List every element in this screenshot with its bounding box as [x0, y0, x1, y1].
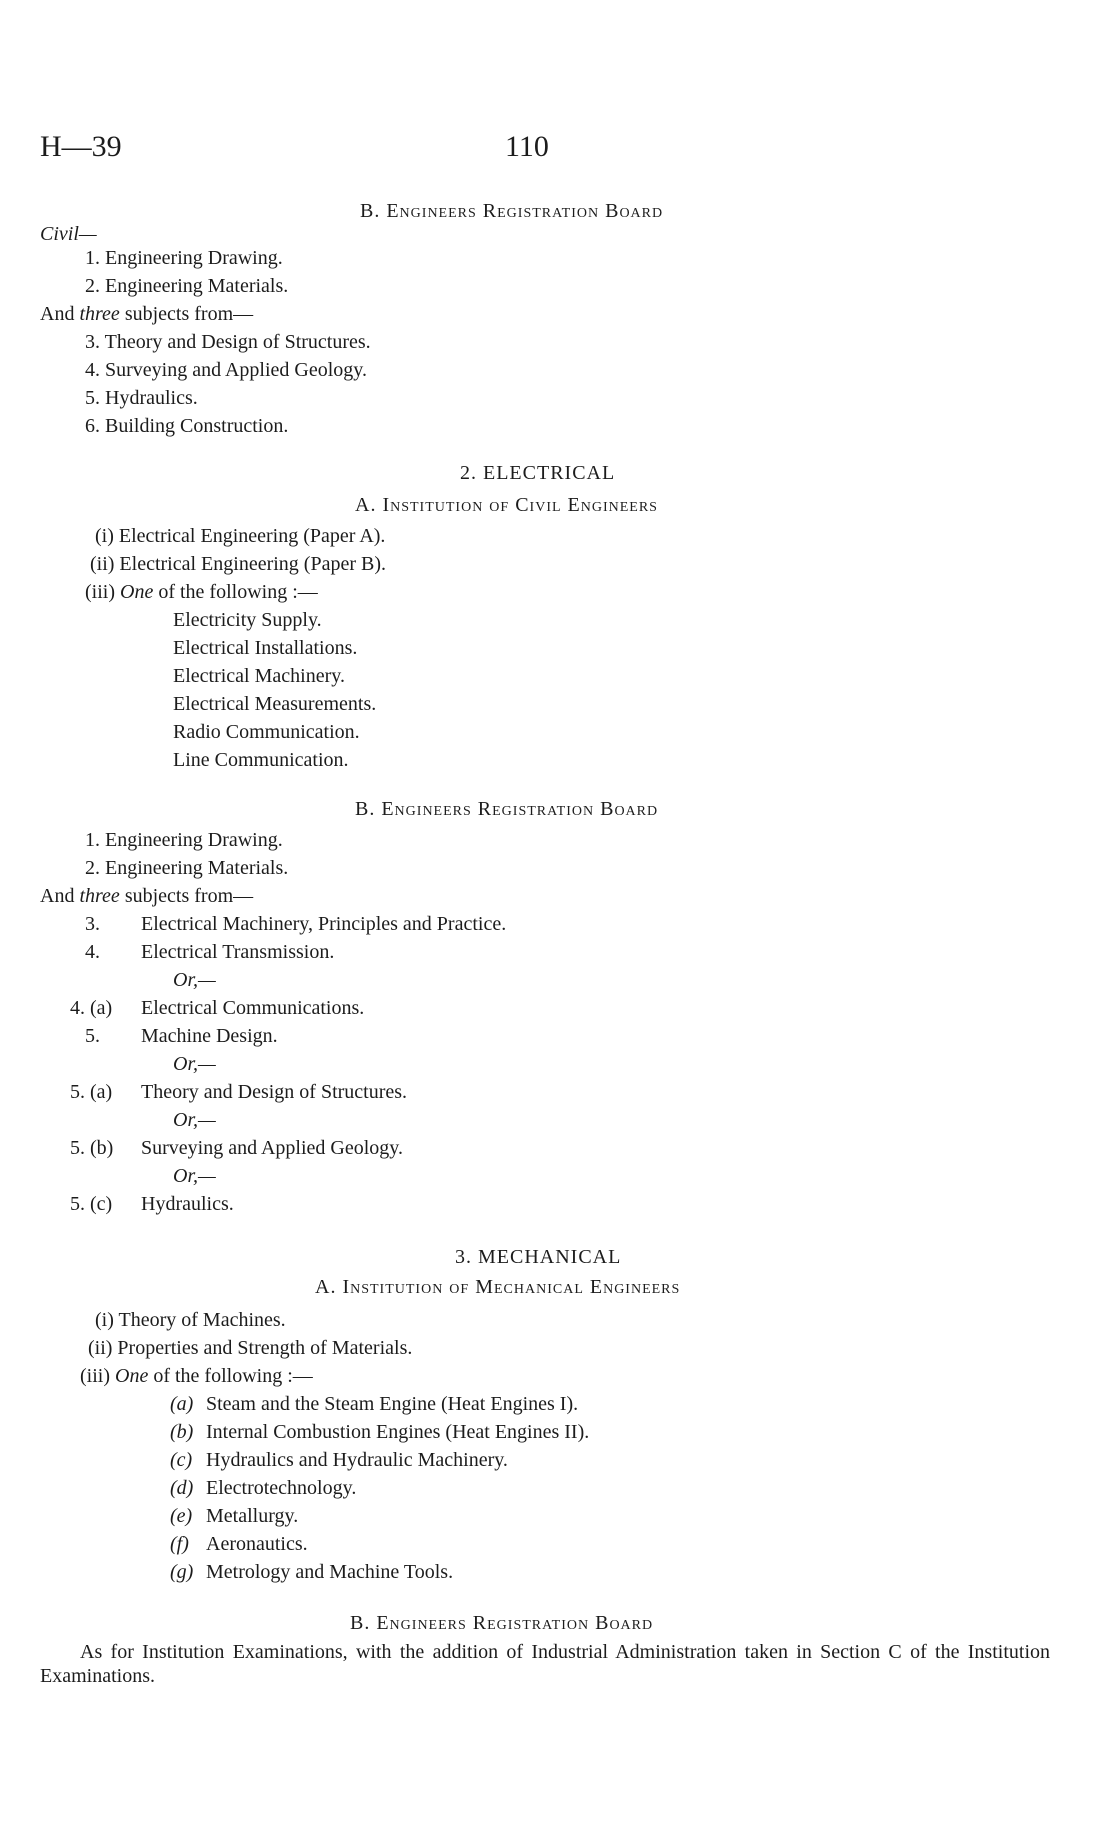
electrical-option: Line Communication. — [173, 749, 349, 771]
mechanical-a-heading: A. Institution of Mechanical Engineers — [315, 1276, 681, 1298]
mech-option-number: (b) — [170, 1421, 194, 1443]
electrical-section-title: 2. ELECTRICAL — [460, 462, 616, 484]
electrical-option: Radio Communication. — [173, 721, 360, 743]
mech-option-text: Metallurgy. — [206, 1505, 299, 1527]
electrical-option: Electrical Measurements. — [173, 693, 377, 715]
and-prefix: And — [40, 885, 80, 907]
page-reference: H—39 — [40, 130, 122, 163]
b-list-text: Hydraulics. — [141, 1193, 234, 1215]
civil-item: 6. Building Construction. — [85, 415, 289, 437]
mech-option-number: (f) — [170, 1533, 189, 1555]
mechanical-section-title: 3. MECHANICAL — [455, 1246, 622, 1268]
mech-option-number: (e) — [170, 1505, 193, 1527]
mech-option-text: Electrotechnology. — [206, 1477, 357, 1499]
and-suffix: subjects from— — [119, 885, 254, 907]
b-list-number: 5. (a) — [70, 1081, 113, 1103]
b-list-text: Electrical Machinery, Principles and Practice. — [141, 913, 507, 935]
electrical-option: Electrical Machinery. — [173, 665, 345, 687]
mechanical-b-paragraph: As for Institution Examinations, with the addition of Industrial Administration taken in Section C of the Institution Examinations. — [40, 1641, 1050, 1687]
civil-item: 4. Surveying and Applied Geology. — [85, 359, 368, 381]
mech-option-number: (d) — [170, 1477, 194, 1499]
page-number: 110 — [505, 130, 549, 163]
electrical-a-item-iii — [85, 580, 318, 604]
mechanical-a-item: (ii) Properties and Strength of Materials. — [88, 1337, 413, 1359]
b-list-number: 5. — [85, 1025, 100, 1047]
civil-b-heading: B. Engineers Registration Board — [360, 200, 664, 222]
electrical-and-three — [40, 884, 253, 908]
b-list-text: Electrical Transmission. — [141, 941, 335, 963]
electrical-a-item: (ii) Electrical Engineering (Paper B). — [90, 553, 386, 575]
item-number: (iii) — [80, 1365, 110, 1387]
mech-option-text: Aeronautics. — [206, 1533, 308, 1555]
b-list-number: 4. (a) — [70, 997, 113, 1019]
electrical-option: Electrical Installations. — [173, 637, 358, 659]
electrical-b-item: 2. Engineering Materials. — [85, 857, 289, 879]
b-list-or: Or,— — [173, 1109, 216, 1131]
mechanical-a-item: (i) Theory of Machines. — [95, 1309, 286, 1331]
mech-option-text: Steam and the Steam Engine (Heat Engines I). — [206, 1393, 579, 1415]
mechanical-b-heading: B. Engineers Registration Board — [350, 1612, 654, 1634]
b-list-text: Surveying and Applied Geology. — [141, 1137, 404, 1159]
and-emph: three — [79, 885, 120, 907]
and-emph: three — [79, 303, 120, 325]
b-list-number: 3. — [85, 913, 100, 935]
electrical-a-heading: A. Institution of Civil Engineers — [355, 494, 658, 516]
electrical-option: Electricity Supply. — [173, 609, 322, 631]
mech-option-text: Internal Combustion Engines (Heat Engines II). — [206, 1421, 590, 1443]
b-list-text: Electrical Communications. — [141, 997, 365, 1019]
and-prefix: And — [40, 303, 80, 325]
b-list-or: Or,— — [173, 1053, 216, 1075]
b-list-or: Or,— — [173, 1165, 216, 1187]
b-list-number: 4. — [85, 941, 100, 963]
item-emph: One — [115, 1365, 149, 1387]
mech-option-number: (c) — [170, 1449, 193, 1471]
b-list-number: 5. (b) — [70, 1137, 114, 1159]
b-list-or: Or,— — [173, 969, 216, 991]
civil-label: Civil— — [40, 223, 97, 245]
item-rest: of the following :— — [148, 1365, 313, 1387]
electrical-a-item: (i) Electrical Engineering (Paper A). — [95, 525, 386, 547]
mechanical-a-item-iii — [80, 1364, 313, 1388]
item-number: (iii) — [85, 581, 115, 603]
mech-option-number: (a) — [170, 1393, 194, 1415]
b-list-number: 5. (c) — [70, 1193, 113, 1215]
mech-option-number: (g) — [170, 1561, 194, 1583]
electrical-b-item: 1. Engineering Drawing. — [85, 829, 283, 851]
civil-item: 2. Engineering Materials. — [85, 275, 289, 297]
civil-item: 1. Engineering Drawing. — [85, 247, 283, 269]
item-rest: of the following :— — [153, 581, 318, 603]
mech-option-text: Hydraulics and Hydraulic Machinery. — [206, 1449, 508, 1471]
civil-item: 3. Theory and Design of Structures. — [85, 331, 371, 353]
b-list-text: Machine Design. — [141, 1025, 278, 1047]
b-list-text: Theory and Design of Structures. — [141, 1081, 408, 1103]
civil-item: 5. Hydraulics. — [85, 387, 198, 409]
and-suffix: subjects from— — [119, 303, 254, 325]
mech-option-text: Metrology and Machine Tools. — [206, 1561, 454, 1583]
civil-and-three — [40, 302, 253, 326]
electrical-b-heading: B. Engineers Registration Board — [355, 798, 659, 820]
item-emph: One — [120, 581, 154, 603]
